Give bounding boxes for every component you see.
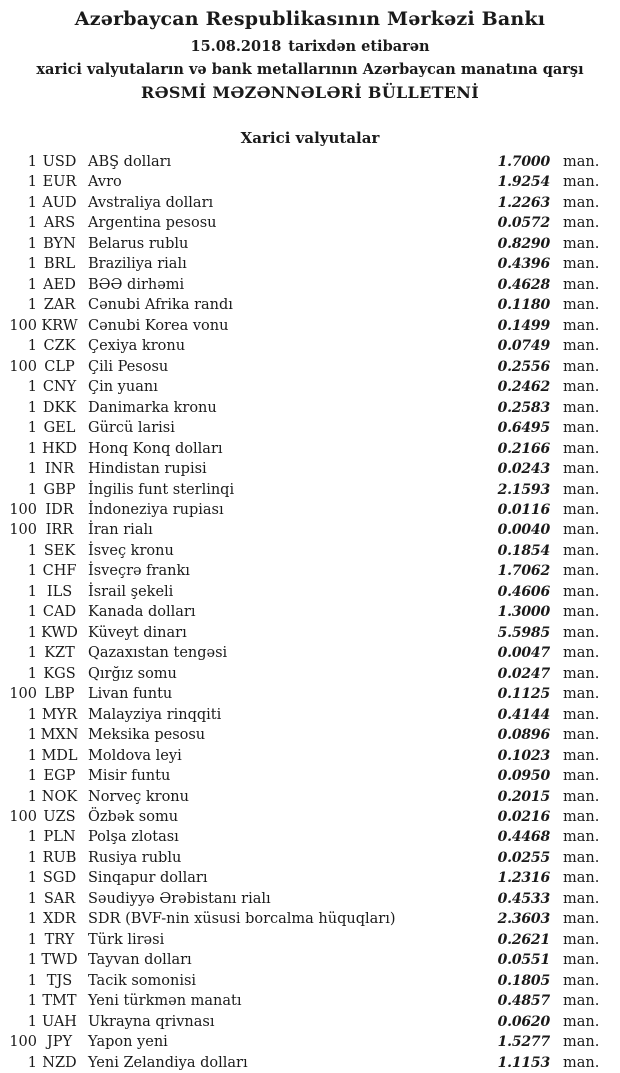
- exchange-rate: 0.0116: [497, 501, 550, 518]
- currency-code: KZT: [44, 645, 75, 662]
- exchange-rate: 1.1153: [497, 1054, 550, 1071]
- currency-name: Danimarka kronu: [88, 399, 217, 416]
- unit-quantity: 100: [9, 809, 37, 825]
- currency-rate-row: [0, 275, 620, 295]
- currency-rate-row: [0, 746, 620, 766]
- unit-quantity: 1: [27, 829, 37, 846]
- currency-code: UAH: [42, 1013, 77, 1030]
- manat-unit-label: man.: [563, 645, 600, 662]
- currency-rate-row: [0, 643, 620, 663]
- currency-code: ARS: [43, 215, 76, 232]
- currency-code: SEK: [43, 542, 76, 559]
- currency-rate-row: [0, 582, 620, 602]
- effective-date-suffix: tarixdən etibarən: [288, 38, 430, 55]
- currency-name: Livan funtu: [88, 686, 173, 703]
- manat-unit-label: man.: [563, 1034, 600, 1051]
- exchange-rate: 0.1023: [497, 747, 550, 764]
- currency-name: Norveç kronu: [88, 788, 189, 805]
- manat-unit-label: man.: [563, 1054, 600, 1071]
- unit-quantity: 1: [27, 379, 37, 396]
- currency-code: SAR: [43, 890, 76, 907]
- currency-name: İngilis funt sterlinqi: [88, 481, 235, 498]
- exchange-rate: 1.7000: [497, 154, 550, 170]
- currency-code: TRY: [44, 931, 75, 948]
- manat-unit-label: man.: [563, 174, 600, 191]
- currency-rate-row: [0, 336, 620, 356]
- currency-rate-row: [0, 561, 620, 581]
- currency-name: Hindistan rupisi: [88, 461, 207, 478]
- unit-quantity: 1: [27, 481, 37, 498]
- currency-name: Yeni türkmən manatı: [88, 993, 242, 1010]
- currency-code: MDL: [41, 747, 78, 764]
- exchange-rate: 0.1499: [497, 317, 550, 334]
- currency-code: KRW: [41, 317, 78, 334]
- currency-rate-row: [0, 1032, 620, 1052]
- exchange-rate: 0.1805: [497, 972, 550, 989]
- unit-quantity: 100: [9, 1034, 37, 1051]
- exchange-rate: 0.2166: [497, 440, 550, 457]
- currency-rate-row: [0, 868, 620, 888]
- currency-name: Honq Konq dolları: [88, 440, 223, 457]
- exchange-rate: 0.4396: [497, 256, 550, 273]
- currency-rate-row: [0, 213, 620, 233]
- currency-code: ILS: [46, 583, 73, 600]
- unit-quantity: 1: [27, 727, 37, 744]
- currency-code: TWD: [41, 952, 78, 969]
- currency-rate-row: [0, 295, 620, 315]
- currency-code: GBP: [43, 481, 76, 498]
- currency-name: Qırğız somu: [88, 665, 177, 682]
- manat-unit-label: man.: [563, 276, 600, 293]
- currency-name: İran rialı: [88, 522, 153, 539]
- currency-name: Tayvan dolları: [88, 952, 192, 969]
- unit-quantity: 1: [27, 235, 37, 252]
- exchange-rate: 0.0216: [497, 809, 550, 825]
- exchange-rate: 0.0950: [497, 768, 550, 785]
- exchange-rate: 0.2556: [497, 358, 550, 375]
- currency-name: Cənubi Korea vonu: [88, 317, 229, 334]
- exchange-rate: 0.2015: [497, 788, 550, 805]
- unit-quantity: 1: [27, 174, 37, 191]
- currency-rate-row: [0, 316, 620, 336]
- currency-name: Çexiya kronu: [88, 338, 186, 355]
- currency-code: CNY: [42, 379, 77, 396]
- currency-name: Cənubi Afrika randı: [88, 297, 233, 314]
- currency-code: AUD: [42, 194, 77, 211]
- currency-rate-row: [0, 193, 620, 213]
- exchange-rate: 0.0047: [497, 645, 550, 662]
- currency-rate-row: [0, 909, 620, 929]
- bulletin-subtitle: xarici valyutaların və bank metallarının Azərbaycan manatına qarşı: [36, 61, 584, 78]
- unit-quantity: 1: [27, 604, 37, 621]
- exchange-rate: 0.8290: [497, 235, 550, 252]
- currency-name: Çin yuanı: [88, 379, 158, 396]
- manat-unit-label: man.: [563, 194, 600, 211]
- manat-unit-label: man.: [563, 788, 600, 805]
- unit-quantity: 1: [27, 747, 37, 764]
- manat-unit-label: man.: [563, 768, 600, 785]
- currency-code: EGP: [43, 768, 76, 785]
- unit-quantity: 1: [27, 583, 37, 600]
- unit-quantity: 100: [9, 501, 37, 518]
- currency-rate-row: [0, 848, 620, 868]
- currency-rate-row: [0, 1012, 620, 1032]
- exchange-rate: 0.2462: [497, 379, 550, 396]
- manat-unit-label: man.: [563, 727, 600, 744]
- manat-unit-label: man.: [563, 604, 600, 621]
- exchange-rate: 0.4606: [497, 583, 550, 600]
- exchange-rate: 2.3603: [497, 911, 550, 928]
- manat-unit-label: man.: [563, 624, 600, 641]
- exchange-rate: 1.3000: [497, 604, 550, 621]
- currency-name: Gürcü larisi: [88, 420, 175, 437]
- currency-code: BYN: [43, 235, 76, 252]
- manat-unit-label: man.: [563, 215, 600, 232]
- manat-unit-label: man.: [563, 665, 600, 682]
- currency-rate-row: [0, 725, 620, 745]
- currency-code: UZS: [43, 809, 76, 825]
- manat-unit-label: man.: [563, 420, 600, 437]
- currency-name: İsrail şekeli: [88, 583, 174, 600]
- unit-quantity: 1: [27, 665, 37, 682]
- currency-rate-row: [0, 766, 620, 786]
- unit-quantity: 1: [27, 706, 37, 723]
- unit-quantity: 1: [27, 399, 37, 416]
- currency-rate-row: [0, 684, 620, 704]
- unit-quantity: 1: [27, 215, 37, 232]
- manat-unit-label: man.: [563, 154, 600, 170]
- currency-rate-row: [0, 520, 620, 540]
- effective-date-line: [0, 38, 620, 56]
- manat-unit-label: man.: [563, 1013, 600, 1030]
- currency-code: MXN: [40, 727, 79, 744]
- exchange-rate: 0.1180: [497, 297, 550, 314]
- manat-unit-label: man.: [563, 235, 600, 252]
- currency-code: TJS: [46, 972, 73, 989]
- exchange-rate: 5.5985: [497, 624, 550, 641]
- unit-quantity: 100: [9, 358, 37, 375]
- currency-rate-row: [0, 950, 620, 970]
- currency-code: KWD: [41, 624, 78, 641]
- section-title-foreign-currencies: Xarici valyutalar: [240, 129, 380, 147]
- exchange-rate: 0.4144: [497, 706, 550, 723]
- currency-code: USD: [42, 154, 77, 170]
- currency-rate-row: [0, 398, 620, 418]
- unit-quantity: 1: [27, 993, 37, 1010]
- manat-unit-label: man.: [563, 542, 600, 559]
- currency-code: MYR: [41, 706, 78, 723]
- currency-rate-row: [0, 500, 620, 520]
- unit-quantity: 1: [27, 276, 37, 293]
- exchange-rate: 0.4628: [497, 276, 550, 293]
- manat-unit-label: man.: [563, 890, 600, 907]
- unit-quantity: 1: [27, 338, 37, 355]
- currency-name: İsveç kronu: [88, 542, 174, 559]
- currency-name: İsveçrə frankı: [88, 563, 190, 580]
- currency-rate-row: [0, 827, 620, 847]
- currency-name: Braziliya rialı: [88, 256, 187, 273]
- manat-unit-label: man.: [563, 972, 600, 989]
- exchange-rate: 0.1854: [497, 542, 550, 559]
- manat-unit-label: man.: [563, 911, 600, 928]
- currency-code: IRR: [45, 522, 74, 539]
- unit-quantity: 1: [27, 420, 37, 437]
- unit-quantity: 1: [27, 624, 37, 641]
- exchange-rate: 1.2263: [497, 194, 550, 211]
- exchange-rate: 1.2316: [497, 870, 550, 887]
- currency-code: INR: [44, 461, 75, 478]
- currency-name: Avro: [88, 174, 122, 191]
- currency-rate-row: [0, 787, 620, 807]
- currency-name: Avstraliya dolları: [88, 194, 214, 211]
- unit-quantity: 100: [9, 686, 37, 703]
- manat-unit-label: man.: [563, 501, 600, 518]
- currency-name: Türk lirəsi: [88, 931, 165, 948]
- currency-rate-row: [0, 541, 620, 561]
- currency-name: Misir funtu: [88, 768, 171, 785]
- manat-unit-label: man.: [563, 870, 600, 887]
- currency-code: CAD: [42, 604, 77, 621]
- currency-name: Meksika pesosu: [88, 727, 206, 744]
- manat-unit-label: man.: [563, 993, 600, 1010]
- currency-code: SGD: [42, 870, 77, 887]
- unit-quantity: 1: [27, 645, 37, 662]
- unit-quantity: 1: [27, 256, 37, 273]
- currency-rate-row: [0, 439, 620, 459]
- manat-unit-label: man.: [563, 829, 600, 846]
- manat-unit-label: man.: [563, 256, 600, 273]
- exchange-rate: 0.6495: [497, 420, 550, 437]
- currency-name: Səudiyyə Ərəbistanı rialı: [88, 890, 271, 907]
- currency-rate-row: [0, 705, 620, 725]
- exchange-rate: 0.0572: [497, 215, 550, 232]
- manat-unit-label: man.: [563, 706, 600, 723]
- unit-quantity: 1: [27, 890, 37, 907]
- unit-quantity: 1: [27, 1054, 37, 1071]
- unit-quantity: 1: [27, 194, 37, 211]
- unit-quantity: 1: [27, 911, 37, 928]
- exchange-rate: 0.4533: [497, 890, 550, 907]
- unit-quantity: 1: [27, 768, 37, 785]
- manat-unit-label: man.: [563, 522, 600, 539]
- currency-rate-row: [0, 1053, 620, 1073]
- currency-rate-row: [0, 459, 620, 479]
- unit-quantity: 1: [27, 870, 37, 887]
- currency-name: Belarus rublu: [88, 235, 189, 252]
- currency-code: AED: [43, 276, 76, 293]
- currency-code: CZK: [43, 338, 76, 355]
- currency-code: GEL: [43, 420, 76, 437]
- unit-quantity: 1: [27, 1013, 37, 1030]
- currency-code: RUB: [42, 849, 77, 866]
- currency-rate-row: [0, 930, 620, 950]
- manat-unit-label: man.: [563, 849, 600, 866]
- currency-code: BRL: [43, 256, 76, 273]
- manat-unit-label: man.: [563, 461, 600, 478]
- unit-quantity: 1: [27, 849, 37, 866]
- manat-unit-label: man.: [563, 481, 600, 498]
- exchange-rate: 0.0620: [497, 1013, 550, 1030]
- exchange-rate: 0.2583: [497, 399, 550, 416]
- manat-unit-label: man.: [563, 358, 600, 375]
- exchange-rate: 0.4857: [497, 993, 550, 1010]
- manat-unit-label: man.: [563, 563, 600, 580]
- currency-name: Malayziya rinqqiti: [88, 706, 222, 723]
- unit-quantity: 1: [27, 563, 37, 580]
- manat-unit-label: man.: [563, 297, 600, 314]
- bulletin-title: RƏSMİ MƏZƏNNƏLƏRİ BÜLLETENİ: [140, 83, 480, 102]
- unit-quantity: 1: [27, 542, 37, 559]
- unit-quantity: 1: [27, 297, 37, 314]
- exchange-rate: 0.0551: [497, 952, 550, 969]
- manat-unit-label: man.: [563, 440, 600, 457]
- currency-name: Ukrayna qrivnası: [88, 1013, 215, 1030]
- currency-name: Polşa zlotası: [88, 829, 179, 846]
- currency-rate-row: [0, 152, 620, 172]
- currency-code: EUR: [42, 174, 77, 191]
- currency-code: HKD: [41, 440, 78, 457]
- currency-name: Özbək somu: [88, 809, 179, 825]
- currency-code: LBP: [44, 686, 75, 703]
- currency-name: Rusiya rublu: [88, 849, 182, 866]
- manat-unit-label: man.: [563, 809, 600, 825]
- currency-code: CHF: [42, 563, 77, 580]
- exchange-rate: 0.0896: [497, 727, 550, 744]
- exchange-rate: 1.5277: [497, 1034, 550, 1051]
- unit-quantity: 1: [27, 931, 37, 948]
- unit-quantity: 100: [9, 317, 37, 334]
- currency-code: CLP: [44, 358, 75, 375]
- currency-rate-row: [0, 807, 620, 827]
- currency-name: Kanada dolları: [88, 604, 196, 621]
- currency-name: Tacik somonisi: [88, 972, 197, 989]
- exchange-rate: 1.9254: [497, 174, 550, 191]
- exchange-rate: 0.0255: [497, 849, 550, 866]
- currency-rate-row: [0, 602, 620, 622]
- exchange-rate: 1.7062: [497, 563, 550, 580]
- currency-rate-row: [0, 623, 620, 643]
- exchange-rate: 0.0749: [497, 338, 550, 355]
- currency-name: Moldova leyi: [88, 747, 182, 764]
- exchange-rate: 0.2621: [497, 931, 550, 948]
- currency-rate-row: [0, 664, 620, 684]
- currency-rate-row: [0, 172, 620, 192]
- currency-code: TMT: [42, 993, 77, 1010]
- exchange-rate: 0.4468: [497, 829, 550, 846]
- currency-code: IDR: [45, 501, 74, 518]
- manat-unit-label: man.: [563, 931, 600, 948]
- unit-quantity: 100: [9, 522, 37, 539]
- currency-code: JPY: [46, 1034, 73, 1051]
- currency-name: Sinqapur dolları: [88, 870, 208, 887]
- manat-unit-label: man.: [563, 317, 600, 334]
- currency-name: Qazaxıstan tengəsi: [88, 645, 228, 662]
- currency-rate-row: [0, 234, 620, 254]
- currency-rate-row: [0, 889, 620, 909]
- manat-unit-label: man.: [563, 747, 600, 764]
- bulletin-header: [0, 0, 620, 103]
- currency-name: Yeni Zelandiya dolları: [88, 1054, 248, 1071]
- currency-rate-row: [0, 357, 620, 377]
- currency-rate-row: [0, 254, 620, 274]
- effective-date: 15.08.2018: [190, 38, 282, 55]
- currency-rate-row: [0, 991, 620, 1011]
- manat-unit-label: man.: [563, 379, 600, 396]
- currency-name: İndoneziya rupiası: [88, 501, 224, 518]
- manat-unit-label: man.: [563, 952, 600, 969]
- unit-quantity: 1: [27, 154, 37, 170]
- currency-code: XDR: [43, 911, 76, 928]
- currency-name: Çili Pesosu: [88, 358, 169, 375]
- unit-quantity: 1: [27, 952, 37, 969]
- currency-rate-table: [0, 152, 620, 1073]
- exchange-rate: 0.1125: [497, 686, 550, 703]
- manat-unit-label: man.: [563, 583, 600, 600]
- unit-quantity: 1: [27, 461, 37, 478]
- exchange-rate: 2.1593: [497, 481, 550, 498]
- page-title: Azərbaycan Respublikasının Mərkəzi Bankı: [74, 8, 546, 30]
- currency-rate-row: [0, 971, 620, 991]
- currency-rate-row: [0, 377, 620, 397]
- currency-code: NZD: [42, 1054, 77, 1071]
- unit-quantity: 1: [27, 440, 37, 457]
- unit-quantity: 1: [27, 972, 37, 989]
- unit-quantity: 1: [27, 788, 37, 805]
- currency-code: ZAR: [43, 297, 76, 314]
- manat-unit-label: man.: [563, 686, 600, 703]
- exchange-rate: 0.0040: [497, 522, 550, 539]
- currency-name: BƏƏ dirhəmi: [88, 276, 185, 293]
- manat-unit-label: man.: [563, 338, 600, 355]
- currency-name: Küveyt dinarı: [88, 624, 187, 641]
- currency-name: SDR (BVF-nin xüsusi borcalma hüquqları): [88, 911, 396, 928]
- currency-rate-row: [0, 418, 620, 438]
- exchange-rate: 0.0247: [497, 665, 550, 682]
- currency-code: PLN: [43, 829, 76, 846]
- currency-name: ABŞ dolları: [88, 154, 172, 170]
- manat-unit-label: man.: [563, 399, 600, 416]
- currency-name: Yapon yeni: [88, 1034, 168, 1051]
- currency-name: Argentina pesosu: [88, 215, 217, 232]
- currency-code: DKK: [42, 399, 77, 416]
- currency-code: KGS: [43, 665, 76, 682]
- exchange-rate: 0.0243: [497, 461, 550, 478]
- currency-code: NOK: [41, 788, 78, 805]
- currency-rate-row: [0, 480, 620, 500]
